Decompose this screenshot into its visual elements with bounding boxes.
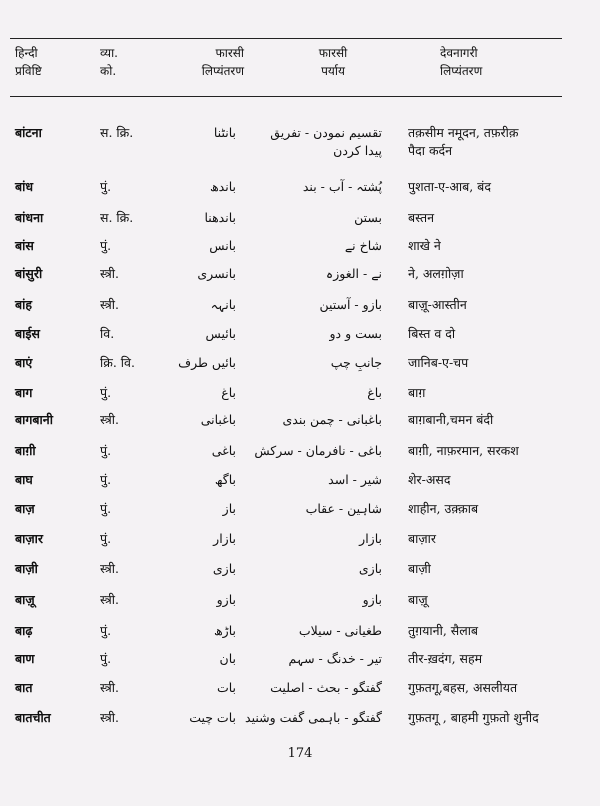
devanagari-transliteration bbox=[408, 560, 431, 578]
devanagari-transliteration-line: बस्तन bbox=[408, 210, 435, 225]
persian-synonym-line: تقسیم نمودن - تفریق bbox=[270, 125, 382, 140]
grammar-label: पुं. bbox=[100, 501, 112, 516]
persian-synonym-line: تیر - خدنگ - سہم bbox=[288, 651, 382, 666]
devanagari-transliteration-line: बाज़ू bbox=[408, 592, 428, 607]
grammar-label: क्रि. वि. bbox=[100, 355, 135, 370]
hindi-entry: बांटना bbox=[15, 125, 42, 140]
devanagari-transliteration-line: तीर-ख़दंग, सहम bbox=[408, 651, 483, 666]
hindi-entry: बांह bbox=[15, 297, 33, 312]
devanagari-transliteration-line: जानिब-ए-चप bbox=[408, 355, 469, 370]
devanagari-transliteration-line: बाज़ार bbox=[408, 531, 437, 546]
persian-synonym-line: باغبانی - چمن بندی bbox=[282, 412, 382, 427]
devanagari-transliteration bbox=[408, 354, 468, 372]
persian-transliteration: بانہہ bbox=[210, 297, 236, 312]
devanagari-transliteration-line: पैदा कर्दन bbox=[408, 143, 453, 158]
hindi-entry: बात bbox=[15, 680, 33, 695]
persian-transliteration: باندھ bbox=[209, 179, 236, 194]
header-grammar bbox=[100, 44, 118, 80]
hindi-entry: बाज़ार bbox=[15, 531, 44, 546]
devanagari-transliteration bbox=[408, 679, 517, 697]
persian-transliteration: بات چیت bbox=[189, 710, 236, 725]
persian-synonym bbox=[288, 650, 382, 668]
devanagari-transliteration bbox=[408, 296, 467, 314]
persian-synonym bbox=[306, 500, 382, 518]
devanagari-transliteration bbox=[408, 325, 455, 343]
devanagari-transliteration-line: गुफ़तगू,बहस, असलीयत bbox=[408, 680, 518, 695]
persian-synonym-line: باغی - نافرمان - سرکش bbox=[254, 443, 382, 458]
persian-transliteration: باغی bbox=[211, 443, 236, 458]
header-persian-synonym bbox=[305, 44, 361, 80]
persian-synonym bbox=[367, 384, 382, 402]
persian-synonym-line: گفتگو - باہمی گفت وشنید bbox=[245, 710, 382, 725]
header-line: व्या. bbox=[100, 46, 118, 60]
devanagari-transliteration bbox=[408, 442, 519, 460]
persian-synonym bbox=[319, 296, 382, 314]
devanagari-transliteration-line: शाहीन, उक़्क़ाब bbox=[408, 501, 479, 516]
devanagari-transliteration bbox=[408, 471, 450, 489]
persian-synonym-line: بستن bbox=[354, 210, 382, 225]
hindi-entry: बाज़ू bbox=[15, 592, 35, 607]
grammar-label: पुं. bbox=[100, 531, 112, 546]
persian-transliteration: بات bbox=[216, 680, 236, 695]
header-bottom-rule bbox=[10, 96, 562, 97]
persian-synonym bbox=[303, 178, 382, 196]
devanagari-transliteration-line: बाज़ी bbox=[408, 561, 431, 576]
devanagari-transliteration bbox=[408, 384, 425, 402]
devanagari-transliteration-line: बाज़ू-आस्तीन bbox=[408, 297, 467, 312]
hindi-entry: बाएं bbox=[15, 355, 33, 370]
persian-transliteration: باز bbox=[222, 501, 236, 516]
grammar-label: स्त्री. bbox=[100, 680, 119, 695]
persian-synonym-line: جانبِ چپ bbox=[330, 355, 382, 370]
devanagari-transliteration bbox=[408, 650, 482, 668]
header-line: लिप्यंतरण bbox=[440, 64, 483, 78]
grammar-label: स्त्री. bbox=[100, 561, 119, 576]
persian-transliteration: بان bbox=[219, 651, 236, 666]
devanagari-transliteration-line: बाग़ी, नाफ़रमान, सरकश bbox=[408, 443, 519, 458]
persian-synonym bbox=[359, 560, 382, 578]
grammar-label: पुं. bbox=[100, 443, 112, 458]
devanagari-transliteration bbox=[408, 265, 464, 283]
persian-synonym bbox=[354, 209, 382, 227]
persian-transliteration: بازی bbox=[212, 561, 236, 576]
devanagari-transliteration bbox=[408, 411, 493, 429]
persian-synonym bbox=[330, 325, 383, 343]
persian-transliteration: باندھنا bbox=[204, 210, 236, 225]
persian-transliteration: بانس bbox=[209, 238, 236, 253]
devanagari-transliteration-line: पुशता-ए-आब, बंद bbox=[408, 179, 491, 194]
page-number: 174 bbox=[287, 746, 313, 761]
devanagari-transliteration bbox=[408, 591, 428, 609]
persian-synonym bbox=[328, 471, 382, 489]
devanagari-transliteration-line: बाग़ bbox=[408, 385, 426, 400]
grammar-label: पुं. bbox=[100, 179, 112, 194]
devanagari-transliteration-line: तुग़यानी, सैलाब bbox=[408, 623, 479, 638]
persian-synonym bbox=[359, 530, 382, 548]
persian-synonym bbox=[245, 709, 382, 727]
hindi-entry: बाघ bbox=[15, 472, 33, 487]
header-line: लिप्यंतरण bbox=[201, 64, 244, 78]
grammar-label: पुं. bbox=[100, 623, 112, 638]
entry-row bbox=[0, 124, 600, 160]
persian-transliteration: بازار bbox=[213, 531, 236, 546]
hindi-entry: बांस bbox=[15, 238, 34, 253]
devanagari-transliteration-line: शेर-असद bbox=[408, 472, 451, 487]
persian-synonym bbox=[299, 622, 382, 640]
persian-transliteration: باڑھ bbox=[213, 623, 236, 638]
devanagari-transliteration bbox=[408, 530, 436, 548]
hindi-entry: बाढ़ bbox=[15, 623, 33, 638]
persian-transliteration: باگھ bbox=[214, 472, 236, 487]
grammar-label: स्त्री. bbox=[100, 710, 119, 725]
devanagari-transliteration bbox=[408, 209, 434, 227]
header-hindi-entry bbox=[15, 44, 42, 80]
grammar-label: वि. bbox=[100, 326, 115, 341]
devanagari-transliteration bbox=[408, 237, 441, 255]
persian-synonym-line: شاخ نے bbox=[344, 238, 382, 253]
grammar-label: पुं. bbox=[100, 651, 112, 666]
devanagari-transliteration bbox=[408, 500, 478, 518]
devanagari-transliteration bbox=[408, 178, 491, 196]
devanagari-transliteration-line: तक़सीम नमूदन, तफ़रीक़ bbox=[408, 125, 519, 140]
persian-synonym-line: شیر - اسد bbox=[328, 472, 382, 487]
persian-synonym-line: بازو bbox=[362, 592, 382, 607]
hindi-entry: बाग bbox=[15, 385, 33, 400]
header-line: को. bbox=[100, 64, 117, 78]
entry-row bbox=[0, 709, 600, 745]
persian-synonym-line: گفتگو - بحث - اصلیت bbox=[270, 680, 382, 695]
hindi-entry: बांधना bbox=[15, 210, 44, 225]
hindi-entry: बांध bbox=[15, 179, 34, 194]
grammar-label: स्त्री. bbox=[100, 412, 119, 427]
persian-synonym bbox=[270, 124, 382, 160]
persian-synonym-line: شاہین - عقاب bbox=[305, 501, 382, 516]
persian-synonym bbox=[326, 265, 382, 283]
header-line: फारसी bbox=[215, 46, 244, 60]
header-devanagari-transliteration bbox=[440, 44, 482, 80]
grammar-label: पुं. bbox=[100, 238, 112, 253]
top-rule bbox=[10, 38, 562, 39]
header-persian-transliteration bbox=[196, 44, 244, 80]
persian-transliteration: بائیں طرف bbox=[178, 355, 236, 370]
devanagari-transliteration-line: गुफ़तगू , बाहमी गुफ़तो शुनीद bbox=[408, 710, 539, 725]
devanagari-transliteration bbox=[408, 622, 478, 640]
persian-synonym bbox=[270, 679, 382, 697]
hindi-entry: बाईस bbox=[15, 326, 40, 341]
persian-transliteration: بائیس bbox=[205, 326, 236, 341]
persian-transliteration: بانسری bbox=[197, 266, 236, 281]
devanagari-transliteration-line: शाखे ने bbox=[408, 238, 441, 253]
persian-synonym bbox=[282, 411, 382, 429]
devanagari-transliteration-line: ने, अलग़ोज़ा bbox=[408, 266, 464, 281]
hindi-entry: बाज़ bbox=[15, 501, 35, 516]
persian-transliteration: باغ bbox=[221, 385, 236, 400]
hindi-entry: बागबानी bbox=[15, 412, 53, 427]
persian-synonym-line: باغ bbox=[367, 385, 382, 400]
persian-synonym-line: بازار bbox=[359, 531, 382, 546]
grammar-label: पुं. bbox=[100, 472, 112, 487]
header-line: देवनागरी bbox=[440, 46, 478, 60]
persian-transliteration: بازو bbox=[216, 592, 236, 607]
grammar-label: पुं. bbox=[100, 385, 112, 400]
persian-transliteration: باغبانی bbox=[200, 412, 236, 427]
persian-synonym-line: بست و دو bbox=[329, 326, 382, 341]
header-line: फारसी bbox=[318, 46, 348, 60]
persian-synonym-line: طغیانی - سیلاب bbox=[298, 623, 382, 638]
hindi-entry: बाण bbox=[15, 651, 35, 666]
persian-synonym-line: نے - الغوزہ bbox=[325, 266, 382, 281]
devanagari-transliteration-line: बिस्त व दो bbox=[408, 326, 456, 341]
persian-synonym-line: پیدا کردن bbox=[333, 143, 382, 158]
persian-synonym bbox=[363, 591, 382, 609]
persian-synonym-line: بازی bbox=[358, 561, 382, 576]
devanagari-transliteration bbox=[408, 709, 539, 727]
persian-synonym-line: بازو - آستین bbox=[319, 297, 382, 312]
hindi-entry: बाग़ी bbox=[15, 443, 36, 458]
devanagari-transliteration bbox=[408, 124, 519, 160]
hindi-entry: बांसुरी bbox=[15, 266, 43, 281]
persian-transliteration: بانٹنا bbox=[213, 125, 236, 140]
header-line: प्रविष्टि bbox=[15, 64, 42, 78]
hindi-entry: बातचीत bbox=[15, 710, 51, 725]
persian-synonym-line: پُشتہ - آب - بند bbox=[302, 179, 382, 194]
header-line: पर्याय bbox=[321, 64, 345, 78]
grammar-label: स्त्री. bbox=[100, 592, 119, 607]
grammar-label: स. क्रि. bbox=[100, 125, 134, 140]
persian-synonym bbox=[331, 354, 382, 372]
hindi-entry: बाज़ी bbox=[15, 561, 38, 576]
header-line: हिन्दी bbox=[15, 46, 38, 60]
grammar-label: स्त्री. bbox=[100, 266, 119, 281]
grammar-label: स्त्री. bbox=[100, 297, 119, 312]
persian-synonym bbox=[254, 442, 382, 460]
grammar-label: स. क्रि. bbox=[100, 210, 134, 225]
devanagari-transliteration-line: बाग़बानी,चमन बंदी bbox=[408, 412, 494, 427]
persian-synonym bbox=[345, 237, 382, 255]
